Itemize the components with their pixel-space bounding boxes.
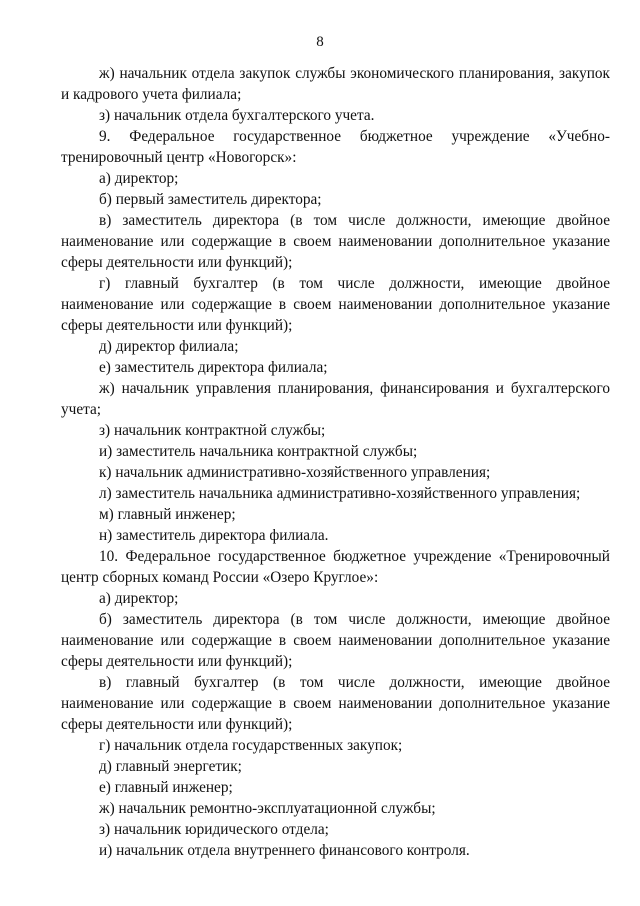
paragraph: 10. Федеральное государственное бюджетное учреждение «Тренировочный центр сборных команд России «Озеро Круглое»: xyxy=(61,548,610,586)
paragraph: в) главный бухгалтер (в том числе должности, имеющие двойное наименование или содержащие в своем наименовании дополнительное указание сферы деятельности или функций); xyxy=(61,674,610,733)
paragraph: д) директор филиала; xyxy=(99,338,239,355)
paragraph: н) заместитель директора филиала. xyxy=(99,527,329,544)
paragraph: л) заместитель начальника административно-хозяйственного управления; xyxy=(99,485,581,502)
paragraph: г) начальник отдела государственных закупок; xyxy=(99,737,403,754)
paragraph: а) директор; xyxy=(99,590,179,607)
paragraph: е) заместитель директора филиала; xyxy=(99,359,328,376)
document-body xyxy=(61,63,610,861)
paragraph: в) заместитель директора (в том числе должности, имеющие двойное наименование или содержащие в своем наименовании дополнительное указание сферы деятельности или функций); xyxy=(61,212,610,271)
paragraph: г) главный бухгалтер (в том числе должности, имеющие двойное наименование или содержащие в своем наименовании дополнительное указание сферы деятельности или функций); xyxy=(61,275,610,334)
paragraph: д) главный энергетик; xyxy=(99,758,242,775)
paragraph: з) начальник контрактной службы; xyxy=(99,422,326,439)
paragraph: и) начальник отдела внутреннего финансового контроля. xyxy=(99,842,470,859)
paragraph: б) первый заместитель директора; xyxy=(99,191,322,208)
paragraph: з) начальник юридического отдела; xyxy=(99,821,329,838)
paragraph: з) начальник отдела бухгалтерского учета. xyxy=(99,107,375,124)
page-number: 8 xyxy=(316,34,324,50)
paragraph: ж) начальник ремонтно-эксплуатационной службы; xyxy=(99,800,436,817)
paragraph: к) начальник административно-хозяйственного управления; xyxy=(99,464,491,481)
paragraph: 9. Федеральное государственное бюджетное учреждение «Учебно-тренировочный центр «Новогорск»: xyxy=(61,128,610,166)
paragraph: м) главный инженер; xyxy=(99,506,236,523)
paragraph: ж) начальник отдела закупок службы экономического планирования, закупок и кадрового учета филиала; xyxy=(61,65,610,103)
paragraph: ж) начальник управления планирования, финансирования и бухгалтерского учета; xyxy=(61,380,610,418)
paragraph: е) главный инженер; xyxy=(99,779,233,796)
paragraph: и) заместитель начальника контрактной службы; xyxy=(99,443,418,460)
paragraph: а) директор; xyxy=(99,170,179,187)
paragraph: б) заместитель директора (в том числе должности, имеющие двойное наименование или содержащие в своем наименовании дополнительное указание сферы деятельности или функций); xyxy=(61,611,610,670)
